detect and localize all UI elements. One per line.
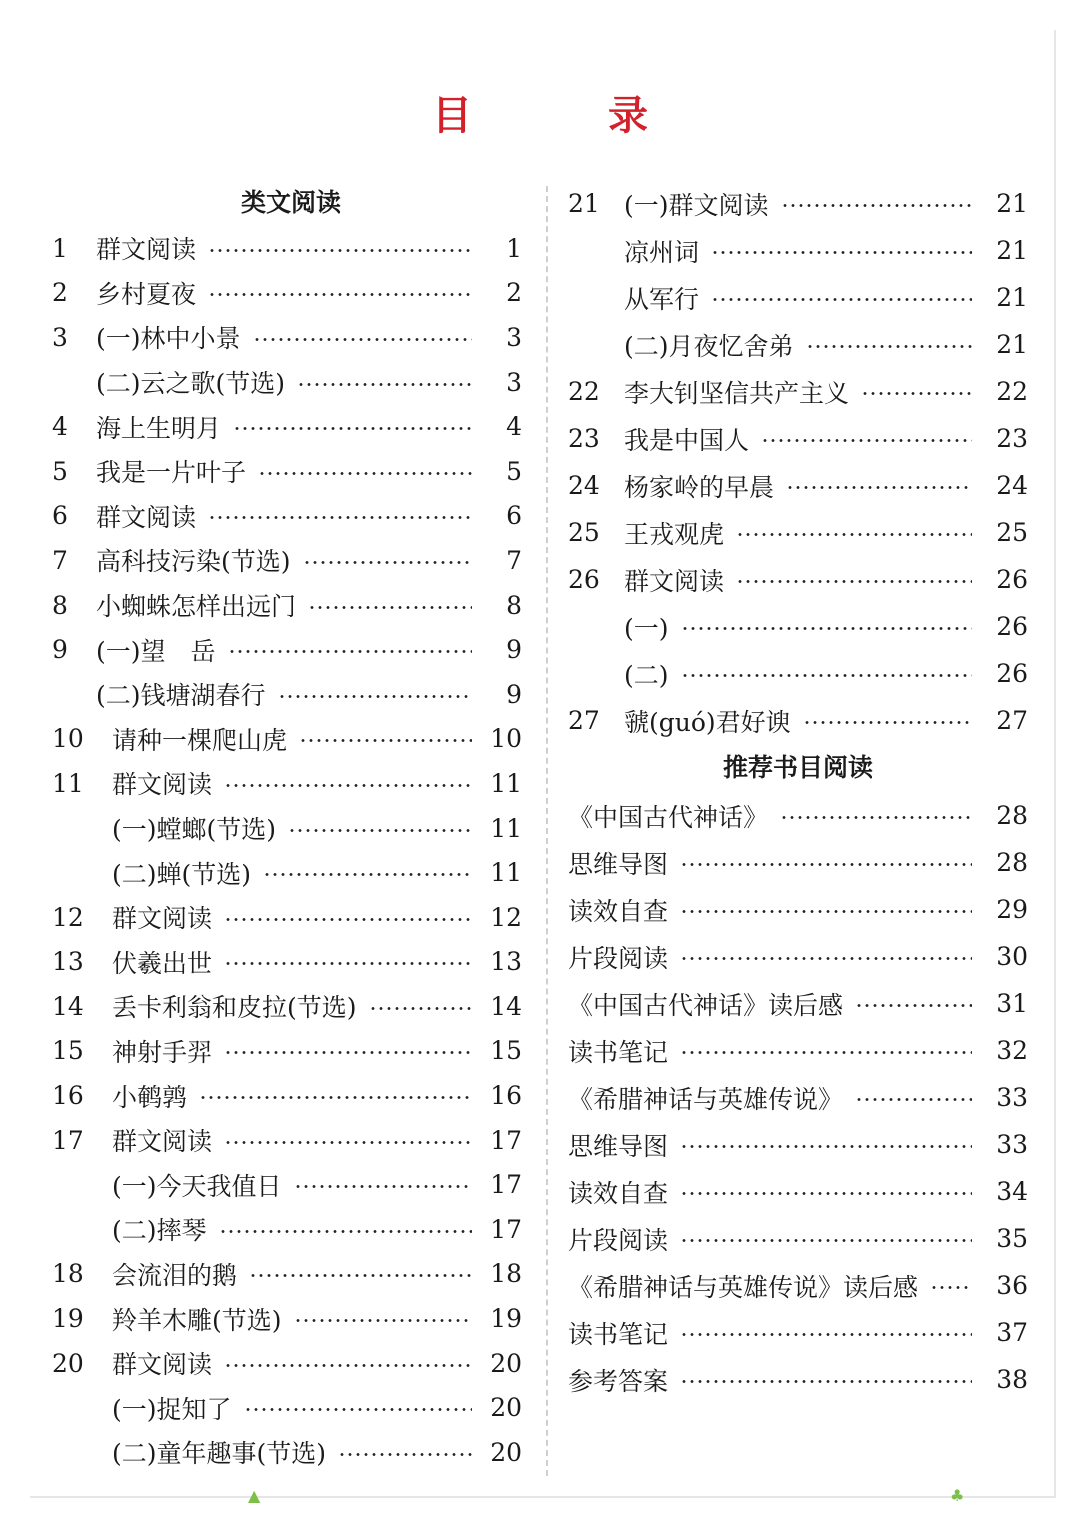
toc-entry-title: 会流泪的鹅 bbox=[112, 1260, 238, 1290]
toc-entry-page-number: 30 bbox=[996, 942, 1028, 971]
toc-entry-title: 李大钊坚信共产主义 bbox=[624, 378, 850, 408]
dot-leader bbox=[228, 650, 472, 653]
toc-entry-title: 从军行 bbox=[624, 284, 700, 314]
toc-entry-title: 《中国古代神话》读后感 bbox=[568, 990, 844, 1020]
dot-leader bbox=[299, 739, 472, 742]
toc-entry-page-number: 9 bbox=[506, 679, 522, 709]
dot-leader bbox=[278, 695, 472, 698]
toc-entry-page-number: 20 bbox=[490, 1348, 522, 1378]
toc-entry-page-number: 28 bbox=[996, 848, 1028, 877]
dot-leader bbox=[224, 962, 472, 965]
toc-entry-title: 《希腊神话与英雄传说》读后感 bbox=[568, 1272, 919, 1302]
toc-entry-page-number: 26 bbox=[996, 565, 1028, 594]
toc-entry-number: 7 bbox=[52, 545, 68, 575]
dot-leader bbox=[680, 1145, 972, 1148]
toc-entry-title: (一)群文阅读 bbox=[624, 190, 769, 220]
toc-entry[interactable] bbox=[52, 449, 522, 494]
dot-leader bbox=[224, 1141, 472, 1144]
toc-entry-title: 王戎观虎 bbox=[624, 519, 725, 549]
toc-entry-page-number: 9 bbox=[506, 635, 522, 665]
toc-entry-page-number: 23 bbox=[996, 424, 1028, 453]
dot-leader bbox=[680, 1239, 972, 1242]
toc-entry[interactable] bbox=[568, 792, 1028, 839]
toc-entry-title: 读书笔记 bbox=[568, 1319, 669, 1349]
toc-entry[interactable] bbox=[52, 940, 522, 985]
toc-entry-title: 群文阅读 bbox=[112, 1127, 213, 1157]
toc-entry[interactable] bbox=[52, 1341, 522, 1386]
leaf-decoration-icon: ▲ bbox=[248, 1486, 261, 1505]
toc-entry[interactable] bbox=[52, 1073, 522, 1118]
toc-entry[interactable] bbox=[52, 984, 522, 1029]
toc-entry-page-number: 21 bbox=[996, 283, 1028, 312]
toc-entry[interactable] bbox=[568, 697, 1028, 744]
dot-leader bbox=[806, 345, 972, 348]
toc-entry[interactable] bbox=[52, 538, 522, 583]
toc-entry-title: (二)钱塘湖春行 bbox=[96, 681, 266, 711]
toc-entry-number: 25 bbox=[568, 518, 600, 547]
toc-entry-number: 20 bbox=[52, 1348, 84, 1378]
toc-entry[interactable] bbox=[52, 1430, 522, 1475]
toc-entry[interactable] bbox=[568, 650, 1028, 697]
toc-entry-title: (二)月夜忆舍弟 bbox=[624, 331, 794, 361]
toc-entry-title: 片段阅读 bbox=[568, 1225, 669, 1255]
toc-entry-page-number: 8 bbox=[506, 590, 522, 620]
dot-leader bbox=[781, 204, 972, 207]
toc-entry-page-number: 20 bbox=[490, 1437, 522, 1467]
toc-entry-page-number: 16 bbox=[490, 1081, 522, 1111]
toc-entry-page-number: 17 bbox=[490, 1170, 522, 1200]
toc-entry-page-number: 36 bbox=[996, 1271, 1028, 1300]
toc-entry-page-number: 19 bbox=[490, 1304, 522, 1334]
toc-entry-page-number: 17 bbox=[490, 1214, 522, 1244]
dot-leader bbox=[855, 1004, 972, 1007]
toc-entry-page-number: 21 bbox=[996, 330, 1028, 359]
toc-entry-title: 群文阅读 bbox=[96, 235, 197, 265]
dot-leader bbox=[308, 606, 472, 609]
dot-leader bbox=[711, 251, 972, 254]
right-column bbox=[568, 180, 1028, 1403]
toc-entry-page-number: 32 bbox=[996, 1036, 1028, 1065]
dot-leader bbox=[680, 1051, 972, 1054]
toc-entry-page-number: 25 bbox=[996, 518, 1028, 547]
toc-entry-page-number: 20 bbox=[490, 1393, 522, 1423]
section-heading-recommended-books: 推荐书目阅读 bbox=[722, 753, 873, 782]
dot-leader bbox=[680, 1192, 972, 1195]
toc-entry-page-number: 24 bbox=[996, 471, 1028, 500]
toc-entry-number: 24 bbox=[568, 471, 600, 500]
toc-entry[interactable] bbox=[568, 886, 1028, 933]
toc-entry-title: 群文阅读 bbox=[112, 770, 213, 800]
toc-entry[interactable] bbox=[568, 1309, 1028, 1356]
toc-entry[interactable] bbox=[568, 1168, 1028, 1215]
toc-entry[interactable] bbox=[568, 556, 1028, 603]
toc-entry-number: 14 bbox=[52, 991, 84, 1021]
dot-leader bbox=[224, 1051, 472, 1054]
dot-leader bbox=[249, 1274, 472, 1277]
page-edge-right bbox=[1054, 30, 1056, 1498]
toc-entry[interactable] bbox=[52, 1118, 522, 1163]
toc-entry-page-number: 10 bbox=[490, 724, 522, 754]
toc-entry-number: 21 bbox=[568, 189, 600, 218]
dot-leader bbox=[294, 1319, 472, 1322]
toc-entry-title: 读效自查 bbox=[568, 896, 669, 926]
toc-entry[interactable] bbox=[568, 415, 1028, 462]
toc-entry-number: 1 bbox=[52, 233, 68, 263]
toc-entry-title: 《中国古代神话》 bbox=[568, 802, 769, 832]
toc-entry-title: 海上生明月 bbox=[96, 413, 222, 443]
toc-entry-number: 12 bbox=[52, 902, 84, 932]
dot-leader bbox=[297, 383, 472, 386]
toc-entry-title: 《希腊神话与英雄传说》 bbox=[568, 1084, 844, 1114]
toc-entry-number: 18 bbox=[52, 1259, 84, 1289]
toc-entry-number: 9 bbox=[52, 635, 68, 665]
toc-entry[interactable] bbox=[568, 509, 1028, 556]
dot-leader bbox=[711, 298, 972, 301]
toc-entry-number: 13 bbox=[52, 947, 84, 977]
toc-entry[interactable] bbox=[568, 227, 1028, 274]
dot-leader bbox=[208, 249, 472, 252]
toc-entry-title: 神射手羿 bbox=[112, 1037, 213, 1067]
toc-entry-page-number: 37 bbox=[996, 1318, 1028, 1347]
toc-entry-title: (一)捉知了 bbox=[112, 1394, 232, 1424]
toc-entry-title: 群文阅读 bbox=[112, 904, 213, 934]
leaf-decoration-icon: ♣ bbox=[950, 1486, 965, 1505]
toc-entry-number: 23 bbox=[568, 424, 600, 453]
toc-entry-title: 片段阅读 bbox=[568, 943, 669, 973]
toc-entry-page-number: 11 bbox=[490, 813, 522, 843]
dot-leader bbox=[780, 816, 972, 819]
toc-entry-page-number: 11 bbox=[490, 858, 522, 888]
left-column bbox=[52, 180, 522, 1475]
dot-leader bbox=[233, 427, 472, 430]
toc-entry-number: 19 bbox=[52, 1304, 84, 1334]
toc-entry[interactable] bbox=[52, 761, 522, 806]
dot-leader bbox=[681, 627, 972, 630]
toc-entry-title: 高科技污染(节选) bbox=[96, 547, 291, 577]
toc-entry-title: (二)童年趣事(节选) bbox=[112, 1439, 327, 1469]
toc-entry[interactable] bbox=[52, 627, 522, 672]
toc-entry[interactable] bbox=[568, 1121, 1028, 1168]
dot-leader bbox=[258, 472, 472, 475]
toc-entry[interactable] bbox=[52, 1252, 522, 1297]
toc-entry-page-number: 33 bbox=[996, 1083, 1028, 1112]
toc-entry-number: 11 bbox=[52, 768, 84, 798]
toc-entry-page-number: 3 bbox=[506, 322, 522, 352]
toc-entry[interactable] bbox=[52, 315, 522, 360]
toc-entry-title: (一)今天我值日 bbox=[112, 1171, 282, 1201]
dot-leader bbox=[681, 674, 972, 677]
toc-entry[interactable] bbox=[52, 583, 522, 628]
toc-entry-number: 22 bbox=[568, 377, 600, 406]
toc-entry-title: 小鹌鹑 bbox=[112, 1082, 188, 1112]
toc-entry-title: 乡村夏夜 bbox=[96, 279, 197, 309]
toc-entry-page-number: 17 bbox=[490, 1125, 522, 1155]
toc-entry[interactable] bbox=[568, 1356, 1028, 1403]
toc-entry[interactable] bbox=[52, 226, 522, 271]
toc-entry-title: (二)云之歌(节选) bbox=[96, 369, 286, 399]
column-divider bbox=[546, 186, 548, 1476]
toc-entry-title: (一)望 岳 bbox=[96, 636, 216, 666]
toc-entry-number: 8 bbox=[52, 590, 68, 620]
dot-leader bbox=[338, 1453, 472, 1456]
dot-leader bbox=[369, 1007, 472, 1010]
toc-entry-title: (二) bbox=[624, 660, 669, 690]
toc-entry[interactable] bbox=[52, 494, 522, 539]
dot-leader bbox=[736, 533, 972, 536]
toc-entry[interactable] bbox=[568, 933, 1028, 980]
toc-entry-page-number: 35 bbox=[996, 1224, 1028, 1253]
toc-entry[interactable] bbox=[568, 462, 1028, 509]
toc-entry[interactable] bbox=[568, 1215, 1028, 1262]
toc-entry[interactable] bbox=[52, 360, 522, 405]
toc-entry[interactable] bbox=[52, 1385, 522, 1430]
toc-entry[interactable] bbox=[52, 1207, 522, 1252]
toc-entry-title: 丢卡利翁和皮拉(节选) bbox=[112, 993, 357, 1023]
toc-entry[interactable] bbox=[52, 1162, 522, 1207]
dot-leader bbox=[680, 910, 972, 913]
toc-entry[interactable] bbox=[568, 321, 1028, 368]
dot-leader bbox=[855, 1098, 972, 1101]
toc-entry-number: 27 bbox=[568, 706, 600, 735]
toc-entry-page-number: 31 bbox=[996, 989, 1028, 1018]
toc-entry[interactable] bbox=[52, 404, 522, 449]
toc-entry-page-number: 26 bbox=[996, 659, 1028, 688]
toc-entry-page-number: 2 bbox=[506, 278, 522, 308]
toc-entry-number: 3 bbox=[52, 322, 68, 352]
toc-entry-page-number: 1 bbox=[506, 233, 522, 263]
toc-entry-title: 羚羊木雕(节选) bbox=[112, 1305, 282, 1335]
toc-entry-page-number: 7 bbox=[506, 545, 522, 575]
dot-leader bbox=[786, 486, 972, 489]
toc-entry-number: 10 bbox=[52, 724, 84, 754]
toc-entry-page-number: 12 bbox=[490, 902, 522, 932]
dot-leader bbox=[294, 1185, 472, 1188]
toc-entry-title: (一) bbox=[624, 613, 669, 643]
dot-leader bbox=[736, 580, 972, 583]
toc-entry[interactable] bbox=[568, 1074, 1028, 1121]
toc-entry-title: 群文阅读 bbox=[96, 502, 197, 532]
dot-leader bbox=[224, 1364, 472, 1367]
toc-entry[interactable] bbox=[568, 180, 1028, 227]
toc-entry-page-number: 26 bbox=[996, 612, 1028, 641]
toc-entry-number: 15 bbox=[52, 1036, 84, 1066]
dot-leader bbox=[199, 1096, 472, 1099]
dot-leader bbox=[224, 918, 472, 921]
dot-leader bbox=[224, 784, 472, 787]
toc-entry-title: 参考答案 bbox=[568, 1366, 669, 1396]
toc-entry[interactable] bbox=[52, 1029, 522, 1074]
toc-entry-title: 虢(guó)君好谀 bbox=[624, 707, 791, 737]
toc-entry[interactable] bbox=[568, 1262, 1028, 1309]
toc-entry-title: 我是一片叶子 bbox=[96, 458, 247, 488]
dot-leader bbox=[208, 293, 472, 296]
dot-leader bbox=[680, 1333, 972, 1336]
toc-entry-page-number: 34 bbox=[996, 1177, 1028, 1206]
toc-entry-page-number: 27 bbox=[996, 706, 1028, 735]
toc-entry-page-number: 21 bbox=[996, 236, 1028, 265]
toc-entry[interactable] bbox=[568, 603, 1028, 650]
toc-entry-page-number: 21 bbox=[996, 189, 1028, 218]
toc-entry-title: (二)蝉(节选) bbox=[112, 859, 252, 889]
toc-entry[interactable] bbox=[568, 1027, 1028, 1074]
toc-entry-title: 思维导图 bbox=[568, 1131, 669, 1161]
toc-entry-number: 4 bbox=[52, 412, 68, 442]
toc-entry-title: 群文阅读 bbox=[624, 566, 725, 596]
toc-entry-page-number: 5 bbox=[506, 456, 522, 486]
dot-leader bbox=[930, 1286, 972, 1289]
toc-entry[interactable] bbox=[52, 895, 522, 940]
toc-entry-page-number: 28 bbox=[996, 801, 1028, 830]
dot-leader bbox=[761, 439, 972, 442]
toc-entry-page-number: 14 bbox=[490, 991, 522, 1021]
toc-entry-title: 小蜘蛛怎样出远门 bbox=[96, 592, 297, 622]
toc-entry-page-number: 4 bbox=[506, 412, 522, 442]
dot-leader bbox=[253, 338, 472, 341]
toc-entry-number: 2 bbox=[52, 278, 68, 308]
toc-entry-page-number: 15 bbox=[490, 1036, 522, 1066]
dot-leader bbox=[680, 1380, 972, 1383]
toc-entry-page-number: 3 bbox=[506, 367, 522, 397]
section-heading-class-reading: 类文阅读 bbox=[240, 188, 341, 217]
dot-leader bbox=[803, 721, 972, 724]
toc-entry-title: 读效自查 bbox=[568, 1178, 669, 1208]
dot-leader bbox=[244, 1408, 472, 1411]
toc-entry-page-number: 38 bbox=[996, 1365, 1028, 1394]
toc-entry-page-number: 22 bbox=[996, 377, 1028, 406]
toc-entry[interactable] bbox=[568, 274, 1028, 321]
toc-entry-number: 26 bbox=[568, 565, 600, 594]
toc-entry-title: 读书笔记 bbox=[568, 1037, 669, 1067]
dot-leader bbox=[303, 561, 472, 564]
toc-entry[interactable] bbox=[52, 1296, 522, 1341]
toc-entry-page-number: 13 bbox=[490, 947, 522, 977]
toc-entry-title: 请种一棵爬山虎 bbox=[112, 725, 288, 755]
toc-entry-title: 凉州词 bbox=[624, 237, 700, 267]
toc-entry-number: 17 bbox=[52, 1125, 84, 1155]
dot-leader bbox=[288, 829, 472, 832]
toc-entry-title: (二)摔琴 bbox=[112, 1216, 207, 1246]
toc-entry-page-number: 11 bbox=[490, 768, 522, 798]
toc-entry-page-number: 18 bbox=[490, 1259, 522, 1289]
toc-entry[interactable] bbox=[568, 368, 1028, 415]
toc-entry[interactable] bbox=[568, 839, 1028, 886]
toc-entry[interactable] bbox=[52, 271, 522, 316]
toc-entry-title: 我是中国人 bbox=[624, 425, 750, 455]
toc-entry[interactable] bbox=[52, 806, 522, 851]
toc-entry-number: 16 bbox=[52, 1081, 84, 1111]
toc-entry-title: 群文阅读 bbox=[112, 1350, 213, 1380]
dot-leader bbox=[680, 863, 972, 866]
toc-entry-title: 伏羲出世 bbox=[112, 948, 213, 978]
dot-leader bbox=[208, 516, 472, 519]
toc-entry-title: 思维导图 bbox=[568, 849, 669, 879]
toc-entry-page-number: 6 bbox=[506, 501, 522, 531]
toc-entry-page-number: 29 bbox=[996, 895, 1028, 924]
toc-entry[interactable] bbox=[52, 717, 522, 762]
toc-entry-page-number: 33 bbox=[996, 1130, 1028, 1159]
toc-entry[interactable] bbox=[52, 672, 522, 717]
dot-leader bbox=[263, 873, 472, 876]
page-title: 目 录 bbox=[432, 92, 696, 139]
dot-leader bbox=[219, 1230, 472, 1233]
dot-leader bbox=[680, 957, 972, 960]
toc-entry-title: (一)螳螂(节选) bbox=[112, 815, 277, 845]
toc-entry-number: 6 bbox=[52, 501, 68, 531]
toc-entry[interactable] bbox=[52, 850, 522, 895]
page-edge-bottom bbox=[30, 1496, 1056, 1498]
toc-entry[interactable] bbox=[568, 980, 1028, 1027]
toc-entry-title: (一)林中小景 bbox=[96, 324, 241, 354]
toc-entry-title: 杨家岭的早晨 bbox=[624, 472, 775, 502]
dot-leader bbox=[861, 392, 972, 395]
toc-entry-number: 5 bbox=[52, 456, 68, 486]
